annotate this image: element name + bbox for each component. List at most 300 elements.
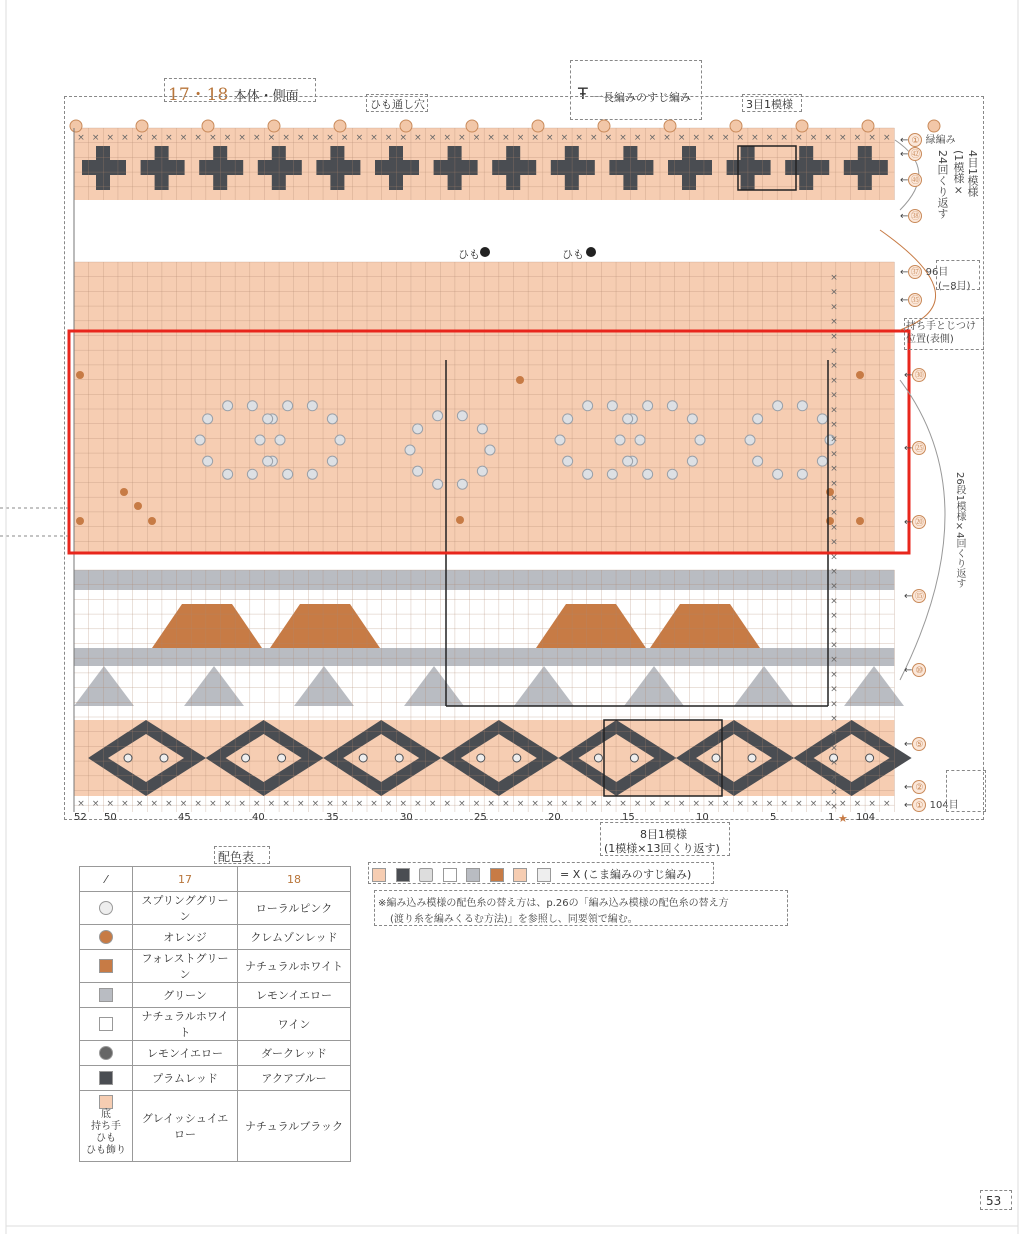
grey-ring-symbol	[797, 469, 807, 479]
top-flower-icon	[136, 120, 148, 132]
ring-dark-symbol	[160, 754, 168, 762]
grey-ring-symbol	[283, 469, 293, 479]
bottom-x-mark: ×	[648, 799, 657, 809]
top-flower-icon	[466, 120, 478, 132]
top-x-mark: ×	[340, 133, 349, 143]
grey-ring-symbol	[335, 435, 345, 445]
top-flower-icon	[796, 120, 808, 132]
top-x-mark: ×	[663, 133, 671, 143]
grey-ring-symbol	[687, 414, 697, 424]
legend-title-box	[214, 846, 270, 864]
legend-symbol-cell	[80, 892, 133, 925]
bottom-x-mark: ×	[296, 799, 305, 809]
ring-dark-symbol	[278, 754, 286, 762]
page-number-box	[980, 1190, 1012, 1210]
grey-ring-symbol	[327, 414, 337, 424]
axis-tick-104: 104	[856, 812, 876, 823]
top-x-mark: ×	[179, 133, 188, 143]
right-x-mark: ×	[830, 317, 838, 328]
top-flower-icon	[70, 120, 82, 132]
top-x-mark: ×	[882, 133, 891, 143]
top-x-mark: ×	[721, 133, 730, 143]
row-20-label: ← ⑳	[904, 515, 926, 529]
bottom-x-mark: ×	[311, 799, 320, 809]
legend-color-18: ダークレッド	[238, 1041, 351, 1066]
top-x-mark: ×	[692, 133, 701, 143]
label-string-hole: ひも通し穴	[370, 98, 425, 111]
top-x-mark: ×	[648, 133, 657, 143]
legend-row	[80, 1066, 351, 1091]
top-x-mark: ×	[560, 133, 569, 143]
bottom-x-mark: ×	[663, 799, 671, 809]
title-text: 本体・側面	[233, 89, 299, 104]
top-x-mark: ×	[121, 133, 129, 143]
legend-color-18: アクアブルー	[238, 1066, 351, 1091]
grey-ring-symbol	[405, 445, 415, 455]
title-number: 17・18	[168, 85, 229, 105]
orange-dot-symbol	[148, 517, 156, 525]
top-x-mark: ×	[589, 133, 598, 143]
bottom-x-mark: ×	[194, 799, 202, 809]
top-x-mark: ×	[223, 133, 232, 143]
legend-last-label: 底	[101, 1109, 111, 1120]
handle-position-label: 持ち手とじつけ位置(表側)	[906, 321, 976, 345]
axis-tick-1: 1	[828, 812, 835, 823]
bottom-x-mark: ×	[472, 799, 481, 809]
bottom-x-mark: ×	[868, 799, 876, 809]
top-x-mark: ×	[106, 133, 115, 143]
top-x-mark: ×	[516, 133, 525, 143]
axis-tick-35: 35	[326, 812, 339, 823]
legend-symbol-cell	[80, 925, 133, 950]
bottom-x-mark: ×	[384, 799, 393, 809]
top-x-mark: ×	[472, 133, 481, 143]
grey-ring-symbol	[623, 456, 633, 466]
top-x-mark: ×	[355, 133, 364, 143]
right-x-mark: ×	[830, 420, 838, 430]
top-x-mark: ×	[546, 133, 554, 143]
row-30-label: ← ㉚	[904, 368, 926, 382]
right-x-mark: ×	[830, 493, 838, 504]
top-x-mark: ×	[77, 133, 85, 143]
bottom-x-mark: ×	[780, 799, 788, 809]
legend-color-18: クレムゾンレッド	[238, 925, 351, 950]
orange-dot-symbol	[856, 517, 864, 525]
right-x-mark: ×	[830, 802, 838, 813]
right-x-mark: ×	[830, 522, 838, 533]
bottom-x-mark: ×	[531, 799, 539, 809]
right-x-mark: ×	[830, 552, 838, 563]
grey-ring-symbol	[247, 401, 257, 411]
top-x-mark: ×	[150, 133, 159, 143]
v-label-24: 24回くり返す	[936, 150, 949, 219]
bottom-x-mark: ×	[355, 799, 364, 809]
top-x-mark: ×	[267, 133, 276, 143]
right-x-mark: ×	[830, 714, 838, 724]
grey-ring-symbol	[773, 469, 783, 479]
legend-col-17: 17	[133, 867, 238, 892]
bottom-x-mark: ×	[516, 799, 525, 809]
bottom-x-mark: ×	[165, 799, 173, 809]
bottom-x-mark: ×	[282, 799, 290, 809]
bottom-x-mark: ×	[677, 799, 686, 809]
top-x-mark: ×	[809, 133, 818, 143]
top-x-mark: ×	[399, 133, 408, 143]
legend-last-label: 持ち手	[91, 1121, 121, 1132]
row-5-label: ← ⑤	[904, 737, 926, 751]
bottom-x-mark: ×	[223, 799, 232, 809]
right-x-mark: ×	[830, 728, 838, 739]
top-x-mark: ×	[487, 133, 495, 143]
v-label-1x: (1模様×	[952, 150, 965, 197]
grey-ring-symbol	[247, 469, 257, 479]
legend-color-17: フォレストグリーン	[133, 950, 238, 983]
label-3-1-pattern: 3目1模様	[746, 98, 793, 111]
top-x-mark: ×	[296, 133, 305, 143]
grey-ring-symbol	[817, 414, 827, 424]
ring-dark-symbol	[395, 754, 403, 762]
bottom-x-mark: ×	[560, 799, 569, 809]
grey-ring-symbol	[643, 401, 653, 411]
legend-symbol-cell	[80, 1008, 133, 1041]
bottom-x-mark: ×	[809, 799, 818, 809]
bottom-x-mark: ×	[795, 799, 803, 809]
right-x-mark: ×	[830, 758, 838, 769]
bottom-x-mark: ×	[882, 799, 891, 809]
ring-dark-symbol	[359, 754, 367, 762]
grey-ring-symbol	[203, 414, 213, 424]
legend-color-17: グレイッシュイエロー	[133, 1091, 238, 1162]
top-flower-icon	[400, 120, 412, 132]
bottom-x-mark: ×	[839, 799, 847, 809]
grey-ring-symbol	[457, 411, 467, 421]
bottom-x-mark: ×	[179, 799, 188, 809]
label-string-2: ひも	[562, 248, 584, 261]
bottom-x-mark: ×	[267, 799, 276, 809]
ring-dark-symbol	[630, 754, 638, 762]
orange-dot-symbol	[516, 376, 524, 384]
label-string-1: ひも	[458, 248, 480, 261]
bottom-x-mark: ×	[765, 799, 774, 809]
grey-ring-symbol	[563, 414, 573, 424]
row-15-label: ← ⑮	[904, 589, 926, 603]
note-box	[374, 890, 788, 926]
axis-tick-20: 20	[548, 812, 561, 823]
bottom-x-mark: ×	[707, 799, 715, 809]
bottom-x-mark: ×	[619, 799, 627, 809]
top-x-mark: ×	[428, 133, 437, 143]
right-x-mark: ×	[830, 449, 838, 460]
grey-ring-symbol	[583, 401, 593, 411]
bottom-x-mark: ×	[443, 799, 452, 809]
top-x-mark: ×	[326, 133, 334, 143]
right-x-mark: ×	[830, 361, 838, 372]
top-x-mark: ×	[443, 133, 452, 143]
bottom-x-mark: ×	[106, 799, 115, 809]
legend-color-17: グリーン	[133, 983, 238, 1008]
row-1b-label: ← ① 104目	[904, 800, 959, 811]
legend-symbol-peach	[99, 1095, 113, 1109]
bottom-x-mark: ×	[721, 799, 730, 809]
top-x-mark: ×	[853, 133, 862, 143]
grey-ring-symbol	[623, 414, 633, 424]
axis-tick-40: 40	[252, 812, 265, 823]
row-104-box	[946, 770, 986, 812]
top-flower-icon	[334, 120, 346, 132]
bottom-x-mark: ×	[340, 799, 349, 809]
right-x-mark: ×	[830, 390, 838, 401]
top-x-mark: ×	[458, 133, 466, 143]
top-x-mark: ×	[91, 133, 100, 143]
top-x-mark: ×	[604, 133, 613, 143]
ring-dark-symbol	[866, 754, 874, 762]
grey-ring-symbol	[687, 456, 697, 466]
orange-dot-symbol	[76, 371, 84, 379]
right-x-mark: ×	[830, 273, 838, 283]
grey-ring-symbol	[203, 456, 213, 466]
bottom-x-mark: ×	[77, 799, 85, 809]
grey-ring-symbol	[223, 401, 233, 411]
legend-symbol-ring-dark	[99, 1046, 113, 1060]
note-line-1: ※編み込み模様の配色糸の替え方は、p.26の「編み込み模様の配色糸の替え方	[378, 898, 729, 909]
bottom-x-mark: ×	[824, 799, 832, 809]
grey-ring-symbol	[555, 435, 565, 445]
legend-row	[80, 1008, 351, 1041]
grey-ring-symbol	[753, 456, 763, 466]
bottom-x-mark: ×	[692, 799, 701, 809]
legend-last-label: ひも飾り	[86, 1145, 126, 1156]
grey-ring-symbol	[223, 469, 233, 479]
bottom-x-mark: ×	[589, 799, 598, 809]
top-x-mark: ×	[209, 133, 217, 143]
top-x-mark: ×	[238, 133, 246, 143]
right-x-mark: ×	[830, 537, 838, 548]
grey-ring-symbol	[773, 401, 783, 411]
legend-symbol-cell	[80, 950, 133, 983]
axis-tick-50: 50	[104, 812, 117, 823]
grey-ring-symbol	[263, 456, 273, 466]
legend-color-17: レモンイエロー	[133, 1041, 238, 1066]
top-x-mark: ×	[194, 133, 202, 143]
top-x-mark: ×	[839, 133, 847, 143]
grey-ring-symbol	[635, 435, 645, 445]
top-x-mark: ×	[751, 133, 759, 143]
bottom-x-mark: ×	[238, 799, 246, 809]
top-x-mark: ×	[384, 133, 393, 143]
right-x-mark: ×	[830, 287, 838, 298]
grey-ring-symbol	[643, 469, 653, 479]
legend-color-17: ナチュラルホワイト	[133, 1008, 238, 1041]
grey-ring-symbol	[433, 411, 443, 421]
right-x-mark: ×	[830, 405, 838, 416]
bottom-x-mark: ×	[91, 799, 100, 809]
axis-label-repeat: (1模様×13回くり返す)	[604, 842, 720, 855]
grey-ring-symbol	[327, 456, 337, 466]
top-x-mark: ×	[780, 133, 788, 143]
row-40-label: ← ㊵	[900, 173, 922, 187]
top-x-mark: ×	[414, 133, 422, 143]
axis-label-8-1: 8目1模様	[640, 828, 687, 841]
legend-corner-cell: ⁄	[80, 867, 133, 892]
top-x-mark: ×	[619, 133, 627, 143]
right-x-mark: ×	[830, 684, 838, 695]
ring-dark-symbol	[124, 754, 132, 762]
top-flower-icon	[598, 120, 610, 132]
axis-tick-15: 15	[622, 812, 635, 823]
grey-ring-symbol	[667, 469, 677, 479]
bottom-x-mark: ×	[575, 799, 583, 809]
grey-ring-symbol	[255, 435, 265, 445]
right-x-mark: ×	[830, 611, 838, 622]
grey-ring-symbol	[797, 401, 807, 411]
legend-color-17: スプリンググリーン	[133, 892, 238, 925]
axis-tick-5: 5	[770, 812, 777, 823]
grey-ring-symbol	[413, 424, 423, 434]
grey-ring-symbol	[695, 435, 705, 445]
ring-dark-symbol	[242, 754, 250, 762]
axis-tick-10: 10	[696, 812, 709, 823]
legend-symbol-cell	[80, 1066, 133, 1091]
row-96-sub: (−8目)	[938, 281, 971, 292]
orange-dot-symbol	[120, 488, 128, 496]
top-flower-icon	[730, 120, 742, 132]
orange-dot-symbol	[134, 502, 142, 510]
ring-dark-symbol	[748, 754, 756, 762]
right-x-mark: ×	[830, 581, 838, 592]
bottom-x-mark: ×	[209, 799, 217, 809]
grey-ring-symbol	[263, 414, 273, 424]
bottom-x-mark: ×	[458, 799, 466, 809]
chart-cells	[74, 128, 912, 796]
legend-row	[80, 1091, 351, 1162]
orange-dot-symbol	[456, 516, 464, 524]
right-x-mark: ×	[830, 640, 838, 651]
orange-dot-symbol	[76, 517, 84, 525]
axis-tick-30: 30	[400, 812, 413, 823]
grey-ring-symbol	[615, 435, 625, 445]
legend-symbol-ring-grey	[99, 901, 113, 915]
legend-color-18: ナチュラルホワイト	[238, 950, 351, 983]
grey-ring-symbol	[817, 456, 827, 466]
top-flower-icon	[268, 120, 280, 132]
grey-ring-symbol	[195, 435, 205, 445]
grey-ring-symbol	[745, 435, 755, 445]
row-25-label: ← ㉕	[904, 441, 926, 455]
bottom-x-mark: ×	[853, 799, 862, 809]
long-stitch-symbol: Ŧ	[578, 84, 588, 103]
row-37-label: ← ㊲ 96目	[900, 267, 949, 278]
bottom-x-mark: ×	[150, 799, 159, 809]
right-x-mark: ×	[830, 434, 838, 445]
top-x-mark: ×	[370, 133, 378, 143]
axis-label-box	[600, 822, 730, 856]
bottom-x-mark: ×	[399, 799, 408, 809]
legend-symbol-solid-dark	[99, 1071, 113, 1085]
symbols-eq-text: = X (こま編みのすじ編み)	[560, 868, 692, 881]
right-x-mark: ×	[830, 331, 838, 342]
legend-title: 配色表	[218, 850, 255, 864]
right-x-mark: ×	[830, 478, 838, 489]
grey-ring-symbol	[307, 469, 317, 479]
top-x-mark: ×	[502, 133, 510, 143]
handle-position-box	[904, 318, 984, 350]
top-x-mark: ×	[165, 133, 173, 143]
bottom-x-mark: ×	[326, 799, 334, 809]
grey-ring-symbol	[433, 479, 443, 489]
legend-row	[80, 950, 351, 983]
bottom-x-mark: ×	[751, 799, 759, 809]
swatch-row-box	[368, 862, 714, 884]
right-x-mark: ×	[830, 567, 838, 577]
right-x-mark: ×	[830, 464, 838, 475]
bottom-x-mark: ×	[428, 799, 437, 809]
top-flower-icon	[862, 120, 874, 132]
v-label-4-1: 4目1模様	[966, 150, 979, 197]
ring-dark-symbol	[513, 754, 521, 762]
grey-ring-symbol	[413, 466, 423, 476]
right-x-mark: ×	[830, 596, 838, 607]
row-1-label: ← ① 緑編み	[900, 135, 956, 146]
row-10-label: ← ⑩	[904, 663, 926, 677]
legend-symbol-solid-orange	[99, 959, 113, 973]
right-x-mark: ×	[830, 699, 838, 710]
top-x-mark: ×	[707, 133, 715, 143]
right-x-mark: ×	[830, 669, 838, 680]
grey-ring-symbol	[477, 466, 487, 476]
top-flower-icon	[202, 120, 214, 132]
axis-tick-45: 45	[178, 812, 191, 823]
grey-ring-symbol	[607, 401, 617, 411]
legend-symbol-cell	[80, 1041, 133, 1066]
curve-guide-repeat	[900, 380, 945, 680]
legend-symbol-dot-orange	[99, 930, 113, 944]
row-35-label: ← ㉟	[900, 293, 922, 307]
grey-ring-symbol	[667, 401, 677, 411]
row-42-label: ← ㊷	[900, 147, 922, 161]
top-x-mark: ×	[765, 133, 774, 143]
legend-color-17: プラムレッド	[133, 1066, 238, 1091]
ring-dark-symbol	[477, 754, 485, 762]
bottom-x-mark: ×	[370, 799, 378, 809]
bottom-x-mark: ×	[487, 799, 495, 809]
right-x-mark: ×	[830, 346, 838, 357]
legend-row	[80, 925, 351, 950]
top-x-mark: ×	[633, 133, 642, 143]
grey-ring-symbol	[457, 479, 467, 489]
bottom-x-mark: ×	[604, 799, 613, 809]
top-flower-icon	[664, 120, 676, 132]
grey-ring-symbol	[563, 456, 573, 466]
row-96-box	[936, 260, 980, 290]
legend-last-label: ひも	[96, 1133, 116, 1144]
legend-symbol-grey-square	[99, 988, 113, 1002]
top-x-mark: ×	[677, 133, 686, 143]
right-x-mark: ×	[830, 625, 838, 636]
right-x-mark: ×	[830, 743, 838, 754]
grey-ring-symbol	[607, 469, 617, 479]
top-x-mark: ×	[795, 133, 803, 143]
grey-ring-symbol	[283, 401, 293, 411]
right-x-mark: ×	[830, 655, 838, 666]
top-x-mark: ×	[824, 133, 832, 143]
right-x-mark: ×	[830, 772, 838, 783]
top-x-mark: ×	[253, 133, 261, 143]
grey-ring-symbol	[307, 401, 317, 411]
legend-symbol-cell	[80, 983, 133, 1008]
color-legend-table	[79, 866, 351, 1162]
row-2-label: ← ②	[904, 780, 926, 794]
legend-symbol-cell	[80, 1091, 133, 1162]
